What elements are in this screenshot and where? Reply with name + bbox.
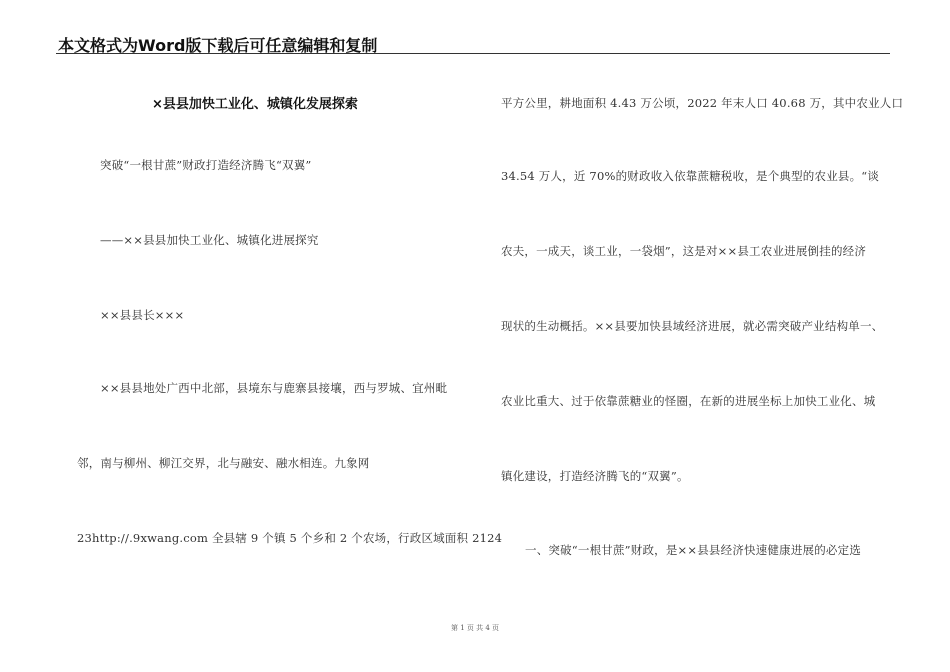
left-column-line-1: 突破“一根甘蔗”财政打造经济腾飞“双翼”: [100, 158, 312, 172]
header-divider: [56, 53, 890, 54]
right-column-line-4: 现状的生动概括。××县要加快县域经济进展，就必需突破产业结构单一、: [501, 319, 884, 333]
right-column-line-6: 镇化建设，打造经济腾飞的“双翼”。: [501, 469, 689, 483]
document-header: 本文格式为Word版下载后可任意编辑和复制: [58, 36, 378, 55]
left-column-line-6: 23http://.9xwang.com 全县辖 9 个镇 5 个乡和 2 个农场，行政区域面积 2124: [77, 531, 503, 545]
right-column-line-1: 平方公里，耕地面积 4.43 万公顷，2022 年末人口 40.68 万，其中农业人口: [501, 96, 904, 110]
page-number: 第 1 页 共 4 页: [450, 624, 500, 632]
left-column-line-5: 邻，南与柳州、柳江交界，北与融安、融水相连。九象网: [77, 456, 370, 470]
right-column-line-3: 农夫，一成天，谈工业，一袋烟”，这是对××县工农业进展倒挂的经济: [501, 244, 867, 258]
right-column-line-7: 一、突破“一根甘蔗”财政，是××县县经济快速健康进展的必定选: [525, 543, 862, 557]
left-column-line-4: ××县县地处广西中北部，县境东与鹿寨县接壤，西与罗城、宜州毗: [100, 381, 448, 395]
right-column-line-5: 农业比重大、过于依靠蔗糖业的怪圈，在新的进展坐标上加快工业化、城: [501, 394, 876, 408]
document-title: ×县县加快工业化、城镇化发展探索: [152, 97, 358, 112]
right-column-line-2: 34.54 万人，近 70%的财政收入依靠蔗糖税收，是个典型的农业县。“谈: [501, 169, 880, 183]
left-column-line-3: ××县县长×××: [100, 308, 185, 322]
left-column-line-2: ——××县县加快工业化、城镇化进展探究: [100, 233, 319, 247]
